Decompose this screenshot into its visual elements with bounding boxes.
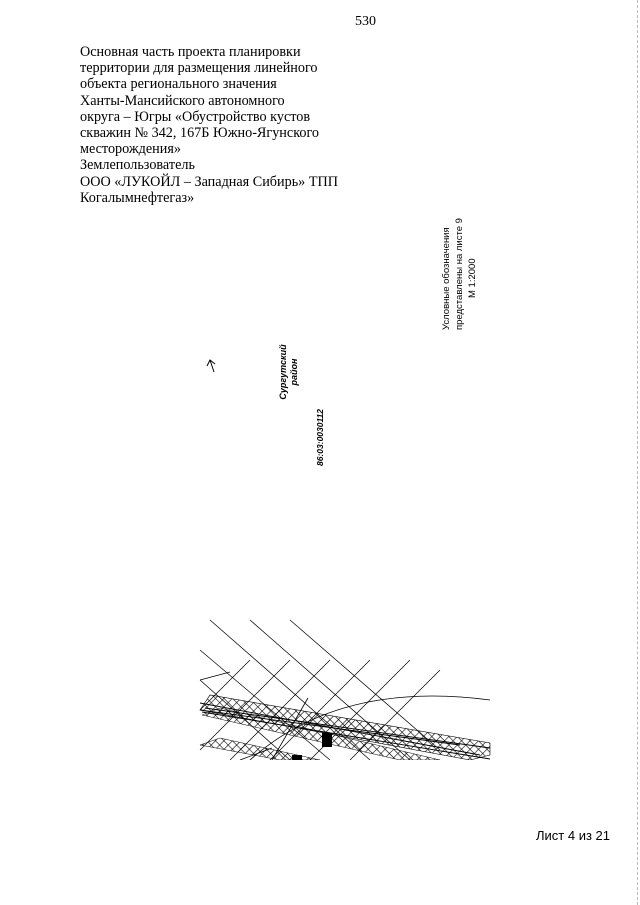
legend-note-line: представлены на листе 9 bbox=[454, 218, 465, 330]
page-number: 530 bbox=[355, 14, 376, 29]
header-line: ООО «ЛУКОЙЛ – Западная Сибирь» ТПП bbox=[80, 173, 338, 190]
header-line: Ханты-Мансийского автономного bbox=[80, 92, 285, 109]
header-line: месторождения» bbox=[80, 141, 181, 158]
header-line: Когалымнефтегаз» bbox=[80, 189, 195, 206]
header-line: территории для размещения линейного bbox=[80, 60, 318, 77]
north-arrow-icon bbox=[207, 360, 215, 372]
legend-note bbox=[440, 220, 479, 330]
header-line: скважин № 342, 167Б Южно-Ягунского bbox=[80, 125, 320, 142]
planning-map bbox=[190, 350, 510, 760]
header-line: объекта регионального значения bbox=[80, 76, 277, 93]
district-label-line: Сургутский bbox=[278, 344, 288, 400]
legend-note-line: Условные обозначения bbox=[441, 227, 452, 330]
header-line: Основная часть проекта планировки bbox=[80, 44, 301, 60]
map-scale: М 1:2000 bbox=[467, 258, 478, 298]
district-label-line: район bbox=[289, 358, 299, 386]
header-line: округа – Югры «Обустройство кустов bbox=[80, 108, 311, 125]
cadastral-parcel-label: 86:03:0030112 bbox=[315, 408, 325, 466]
sheet-counter: Лист 4 из 21 bbox=[536, 828, 610, 843]
document-header bbox=[80, 44, 338, 206]
structure-block bbox=[292, 755, 302, 760]
header-line: Землепользователь bbox=[80, 157, 195, 174]
page-edge bbox=[636, 0, 638, 905]
structure-block bbox=[322, 733, 332, 747]
map-drawing bbox=[190, 350, 510, 760]
